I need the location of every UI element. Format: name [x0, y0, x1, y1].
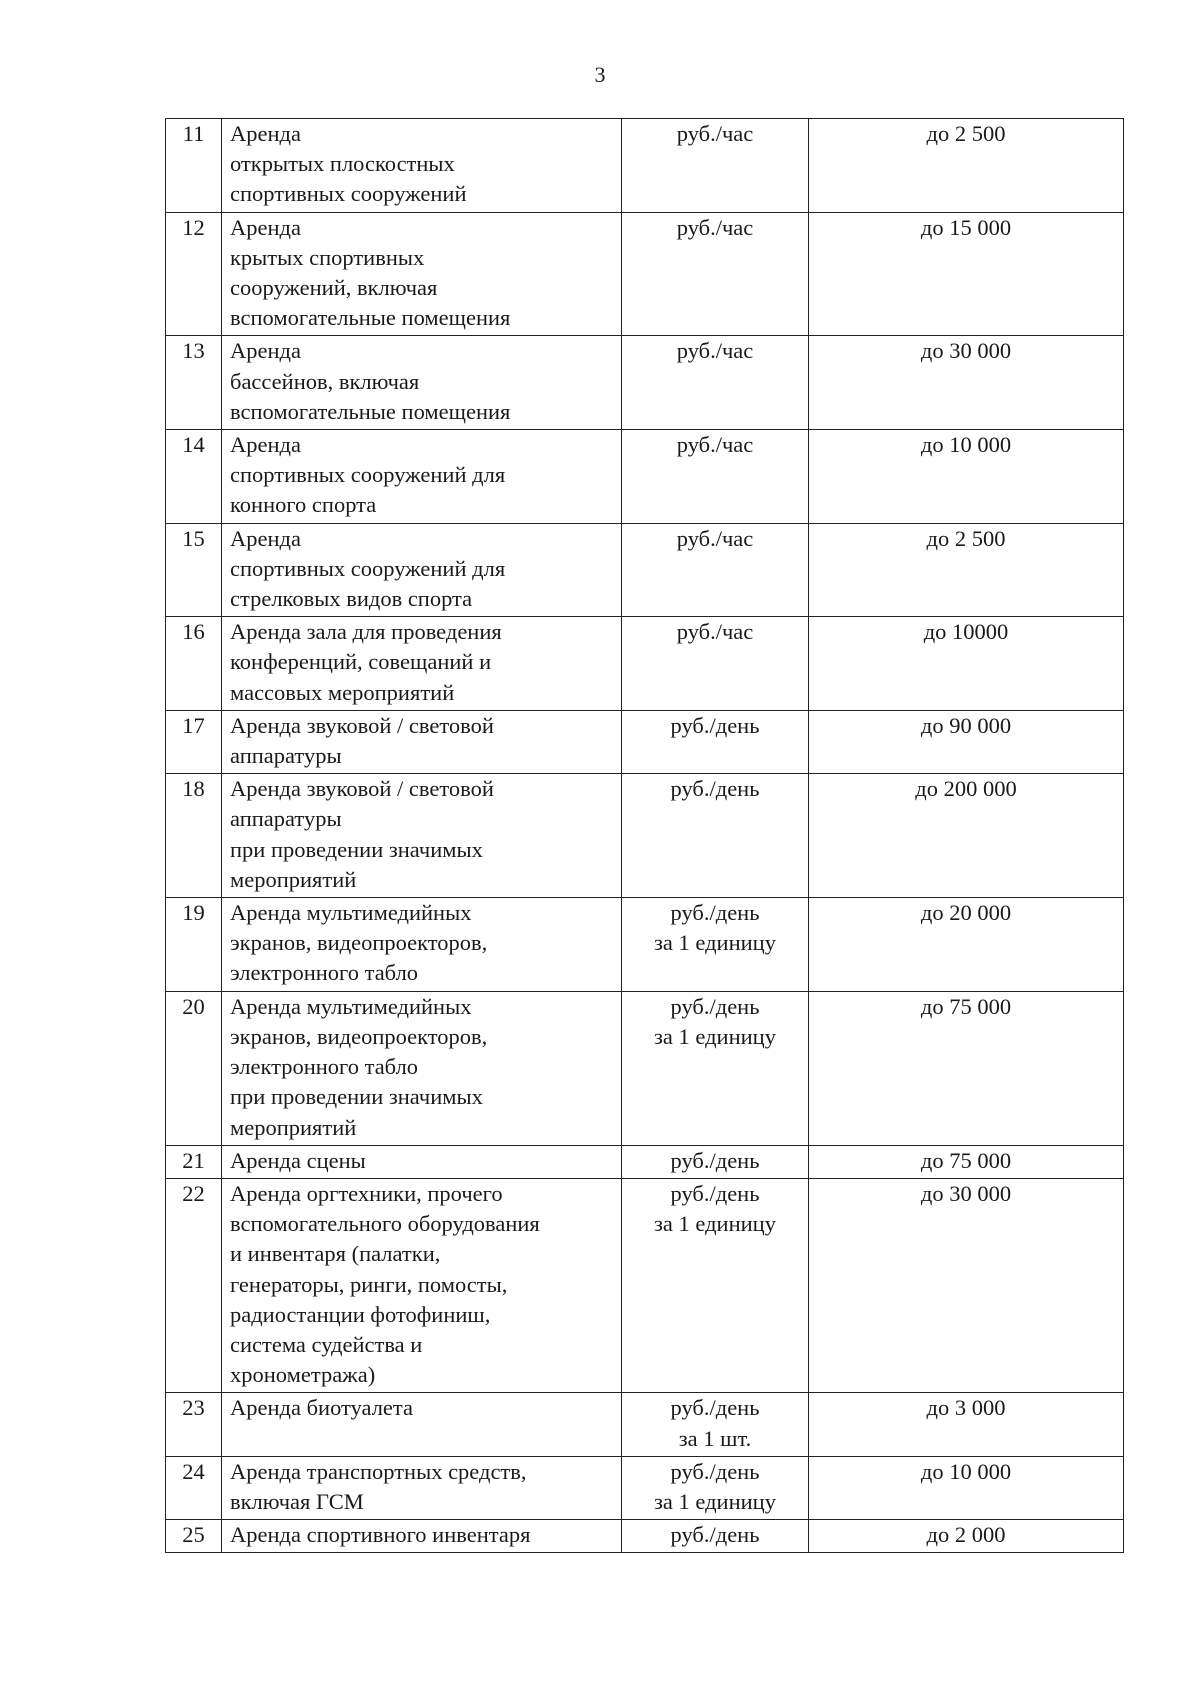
unit-line: за 1 единицу [654, 1488, 776, 1514]
service-name-line: стрелковых видов спорта [230, 586, 473, 612]
service-name-line: радиостанции фотофиниш, [230, 1301, 491, 1327]
unit-line: руб./час [676, 214, 754, 240]
service-name-line: Аренда [230, 525, 301, 551]
table-row [166, 774, 1124, 898]
service-name-line: хронометража) [230, 1362, 376, 1388]
row-number: 11 [166, 119, 222, 213]
service-name-line: крытых спортивных [230, 244, 425, 270]
service-name-line: вспомогательные помещения [230, 398, 511, 424]
service-name-line: при проведении значимых [230, 1084, 483, 1110]
price-cell: до 2 000 [809, 1520, 1124, 1553]
service-name-line: Аренда мультимедийных [230, 993, 472, 1019]
service-name-cell [222, 774, 622, 898]
service-name-line: Аренда сцены [230, 1147, 366, 1173]
table-row [166, 336, 1124, 430]
price-cell: до 10 000 [809, 1456, 1124, 1519]
service-name-cell [222, 1393, 622, 1456]
table-row [166, 1520, 1124, 1553]
row-number: 19 [166, 898, 222, 992]
service-name-cell [222, 336, 622, 430]
unit-line: руб./час [676, 525, 754, 551]
row-number: 13 [166, 336, 222, 430]
unit-line: за 1 шт. [678, 1425, 752, 1451]
service-name-line: массовых мероприятий [230, 679, 455, 705]
price-cell: до 3 000 [809, 1393, 1124, 1456]
table-row [166, 710, 1124, 773]
unit-cell [622, 523, 809, 617]
row-number: 16 [166, 617, 222, 711]
price-cell: до 20 000 [809, 898, 1124, 992]
price-cell: до 90 000 [809, 710, 1124, 773]
unit-line: руб./день [670, 776, 760, 802]
service-name-cell [222, 991, 622, 1145]
service-name-line: спортивных сооружений [230, 181, 467, 207]
service-name-line: Аренда спортивного инвентаря [230, 1522, 531, 1548]
service-name-line: мероприятий [230, 1114, 357, 1140]
table-row [166, 430, 1124, 524]
service-name-line: Аренда оргтехники, прочего [230, 1180, 503, 1206]
service-name-cell [222, 523, 622, 617]
service-name-cell [222, 119, 622, 213]
row-number: 15 [166, 523, 222, 617]
unit-line: руб./день [670, 1147, 760, 1173]
row-number: 20 [166, 991, 222, 1145]
service-name-cell [222, 1520, 622, 1553]
unit-cell [622, 1456, 809, 1519]
table-body [166, 119, 1124, 1553]
service-name-line: электронного табло [230, 1054, 419, 1080]
service-name-line: включая ГСМ [230, 1488, 364, 1514]
unit-line: руб./день [670, 900, 760, 926]
service-name-line: и инвентаря (палатки, [230, 1241, 441, 1267]
table-row [166, 1393, 1124, 1456]
row-number: 22 [166, 1178, 222, 1392]
unit-cell [622, 710, 809, 773]
unit-cell [622, 1520, 809, 1553]
row-number: 14 [166, 430, 222, 524]
unit-cell [622, 336, 809, 430]
unit-line: руб./час [676, 432, 754, 458]
service-name-line: вспомогательные помещения [230, 305, 511, 331]
service-name-cell [222, 1145, 622, 1178]
row-number: 25 [166, 1520, 222, 1553]
service-name-line: открытых плоскостных [230, 151, 455, 177]
table-row [166, 991, 1124, 1145]
service-name-line: аппаратуры [230, 806, 342, 832]
service-name-line: электронного табло [230, 960, 419, 986]
service-name-cell [222, 1178, 622, 1392]
service-name-line: вспомогательного оборудования [230, 1211, 540, 1237]
price-cell: до 75 000 [809, 1145, 1124, 1178]
table-row [166, 898, 1124, 992]
unit-line: руб./день [670, 1522, 760, 1548]
unit-cell [622, 617, 809, 711]
unit-cell [622, 991, 809, 1145]
unit-line: за 1 единицу [654, 1211, 776, 1237]
service-name-line: Аренда транспортных средств, [230, 1458, 527, 1484]
unit-cell [622, 1178, 809, 1392]
unit-line: руб./час [676, 121, 754, 146]
service-name-line: генераторы, ринги, помосты, [230, 1271, 508, 1297]
price-cell: до 10000 [809, 617, 1124, 711]
unit-line: руб./день [670, 1180, 760, 1206]
service-name-cell [222, 710, 622, 773]
table-row [166, 1178, 1124, 1392]
unit-cell [622, 1145, 809, 1178]
service-name-line: спортивных сооружений для [230, 555, 506, 581]
price-cell: до 200 000 [809, 774, 1124, 898]
service-name-line: экранов, видеопроекторов, [230, 930, 488, 956]
service-name-cell [222, 430, 622, 524]
service-name-line: мероприятий [230, 866, 357, 892]
service-name-line: при проведении значимых [230, 836, 483, 862]
row-number: 21 [166, 1145, 222, 1178]
service-name-cell [222, 1456, 622, 1519]
service-name-line: аппаратуры [230, 743, 342, 769]
unit-cell [622, 430, 809, 524]
service-name-line: Аренда мультимедийных [230, 900, 472, 926]
unit-line: руб./день [670, 712, 760, 738]
unit-line: руб./день [670, 1458, 760, 1484]
service-name-line: Аренда [230, 432, 301, 458]
price-cell: до 30 000 [809, 336, 1124, 430]
unit-line: руб./день [670, 993, 760, 1019]
unit-cell [622, 774, 809, 898]
price-cell: до 2 500 [809, 523, 1124, 617]
service-name-line: Аренда звуковой / световой [230, 776, 494, 802]
unit-cell [622, 1393, 809, 1456]
service-name-line: Аренда [230, 338, 301, 364]
row-number: 24 [166, 1456, 222, 1519]
price-table [165, 118, 1124, 1553]
service-name-line: спортивных сооружений для [230, 462, 506, 488]
unit-line: руб./час [676, 338, 754, 364]
unit-line: за 1 единицу [654, 930, 776, 956]
row-number: 23 [166, 1393, 222, 1456]
unit-cell [622, 119, 809, 213]
page-number: 3 [594, 62, 606, 87]
row-number: 17 [166, 710, 222, 773]
service-name-line: Аренда биотуалета [230, 1395, 414, 1421]
price-cell: до 15 000 [809, 212, 1124, 336]
row-number: 18 [166, 774, 222, 898]
service-name-line: Аренда звуковой / световой [230, 712, 494, 738]
table-row [166, 1145, 1124, 1178]
unit-cell [622, 212, 809, 336]
unit-line: руб./день [670, 1395, 760, 1421]
service-name-line: Аренда зала для проведения [230, 619, 502, 645]
service-name-cell [222, 212, 622, 336]
service-name-cell [222, 617, 622, 711]
service-name-line: конференций, совещаний и [230, 649, 492, 675]
service-name-line: бассейнов, включая [230, 368, 420, 394]
unit-line: руб./час [676, 619, 754, 645]
price-cell: до 10 000 [809, 430, 1124, 524]
row-number: 12 [166, 212, 222, 336]
service-name-line: система судейства и [230, 1331, 423, 1357]
table-row [166, 212, 1124, 336]
table-row [166, 1456, 1124, 1519]
price-cell: до 30 000 [809, 1178, 1124, 1392]
table-row [166, 617, 1124, 711]
service-name-line: Аренда [230, 121, 301, 146]
table-row [166, 119, 1124, 213]
unit-cell [622, 898, 809, 992]
service-name-line: Аренда [230, 214, 301, 240]
service-name-cell [222, 898, 622, 992]
service-name-line: сооружений, включая [230, 275, 438, 301]
price-cell: до 2 500 [809, 119, 1124, 213]
table-row [166, 523, 1124, 617]
unit-line: за 1 единицу [654, 1023, 776, 1049]
service-name-line: конного спорта [230, 492, 377, 518]
service-name-line: экранов, видеопроекторов, [230, 1023, 488, 1049]
price-cell: до 75 000 [809, 991, 1124, 1145]
